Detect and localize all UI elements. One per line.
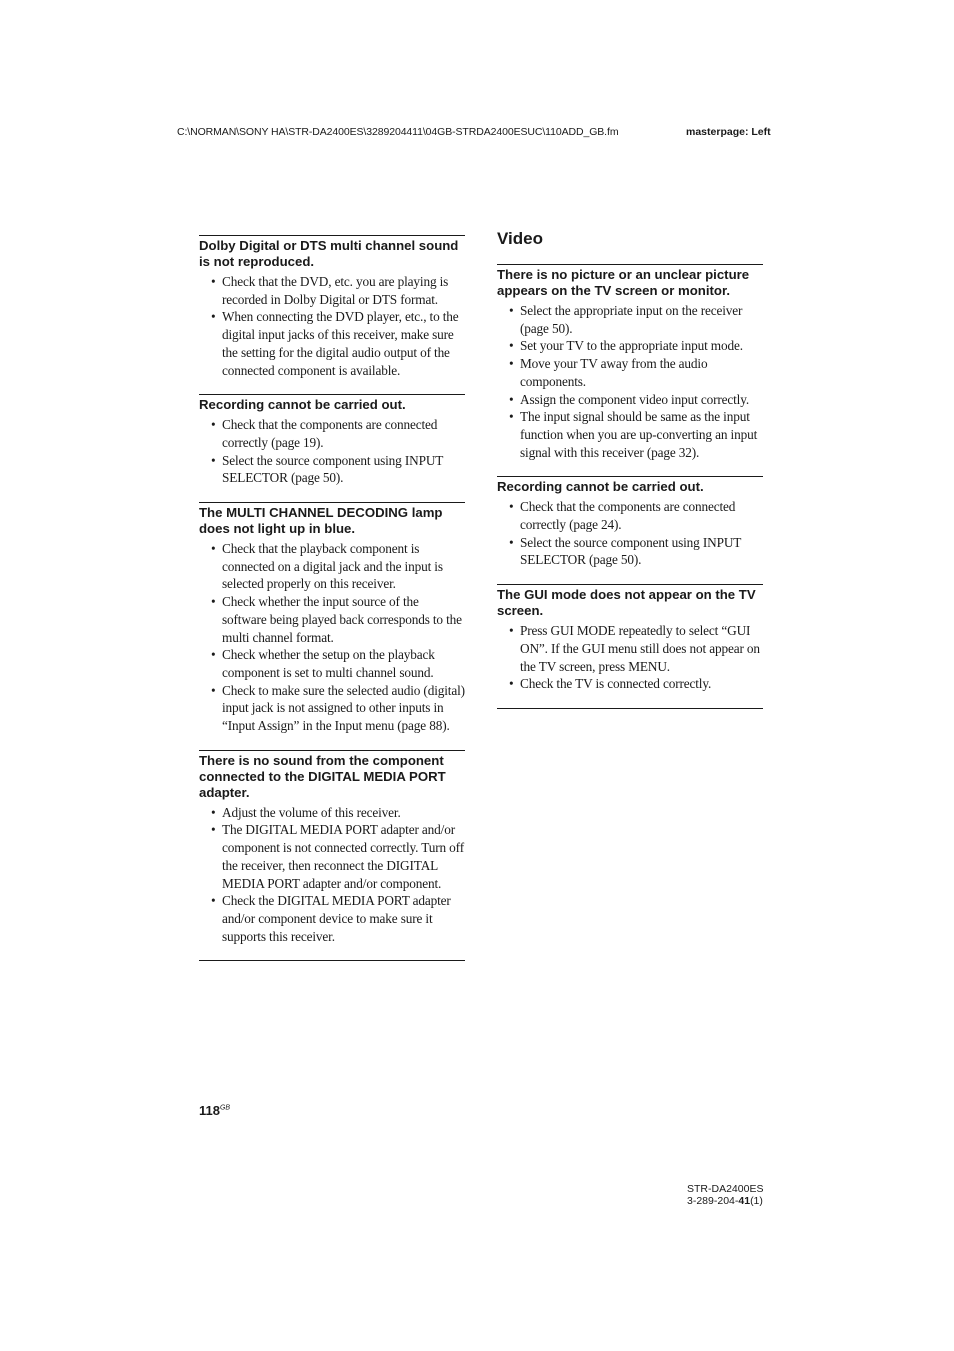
video-heading: Video xyxy=(497,229,543,248)
list-item: • The input signal should be same as the input function when you are up-converting an input signal with this receiver (page 32). xyxy=(509,408,763,461)
section-title: The MULTI CHANNEL DECODING lamp does not light up in blue. xyxy=(199,505,443,537)
page-number-suffix: GB xyxy=(219,1104,231,1112)
troubleshooting-section xyxy=(199,394,465,487)
troubleshooting-section xyxy=(497,264,763,461)
list-item: • Move your TV away from the audio components. xyxy=(509,355,763,390)
closing-divider xyxy=(497,708,763,709)
list-item: • Check the DIGITAL MEDIA PORT adapter and/or component device to make sure it supports this receiver. xyxy=(211,892,465,945)
troubleshooting-section xyxy=(199,235,465,379)
troubleshooting-section xyxy=(199,502,465,735)
masterpage-label: masterpage: Left xyxy=(686,126,771,138)
section-title: The GUI mode does not appear on the TV screen. xyxy=(497,587,756,619)
model-code-prefix: 3-289-204- xyxy=(687,1195,739,1207)
list-item: • Select the appropriate input on the receiver (page 50). xyxy=(509,302,763,337)
list-item: • The DIGITAL MEDIA PORT adapter and/or component is not connected correctly. Turn off the receiver, then reconnect the DIGITAL MEDIA PORT adapter and/or component. xyxy=(211,821,465,892)
model-code-bold: 41 xyxy=(738,1195,751,1207)
list-item: • Check to make sure the selected audio (digital) input jack is not assigned to other inputs in “Input Assign” in the Input menu (page 88). xyxy=(211,682,465,735)
bullet-list xyxy=(497,498,763,569)
page-number-value: 118 xyxy=(199,1103,220,1118)
bullet-list xyxy=(497,302,763,461)
list-item: • Check that the playback component is connected on a digital jack and the input is selected properly on this receiver. xyxy=(211,540,465,593)
list-item: • Check the TV is connected correctly. xyxy=(509,675,763,693)
section-title: There is no sound from the component connected to the DIGITAL MEDIA PORT adapter. xyxy=(199,752,446,800)
closing-divider xyxy=(199,960,465,961)
section-title: Recording cannot be carried out. xyxy=(497,479,704,495)
bullet-list xyxy=(199,540,465,735)
list-item: • Select the source component using INPUT SELECTOR (page 50). xyxy=(509,534,763,569)
left-column xyxy=(199,235,465,961)
troubleshooting-section xyxy=(497,476,763,569)
list-item: • Adjust the volume of this receiver. xyxy=(211,804,465,822)
list-item: • Check whether the input source of the software being played back corresponds to the multi channel format. xyxy=(211,593,465,646)
model-code xyxy=(687,1195,763,1207)
list-item: • Check whether the setup on the playback component is set to multi channel sound. xyxy=(211,646,465,681)
list-item: • Press GUI MODE repeatedly to select “GUI ON”. If the GUI menu still does not appear on the TV screen, press MENU. xyxy=(509,622,763,675)
troubleshooting-section xyxy=(497,584,763,693)
list-item: • Check that the components are connected correctly (page 24). xyxy=(509,498,763,533)
list-item: • Set your TV to the appropriate input mode. xyxy=(509,337,763,355)
right-column xyxy=(497,229,763,709)
troubleshooting-section xyxy=(199,750,465,946)
list-item: • Assign the component video input correctly. xyxy=(509,391,763,409)
model-name: STR-DA2400ES xyxy=(687,1183,764,1195)
list-item: • When connecting the DVD player, etc., to the digital input jacks of this receiver, make sure the setting for the digital audio output of the connected component is available. xyxy=(211,308,465,379)
section-title: There is no picture or an unclear picture appears on the TV screen or monitor. xyxy=(497,267,750,298)
bullet-list xyxy=(199,416,465,487)
page-number xyxy=(199,1103,230,1118)
bullet-list xyxy=(497,622,763,693)
model-info xyxy=(687,1183,763,1207)
list-item: • Check that the DVD, etc. you are playing is recorded in Dolby Digital or DTS format. xyxy=(211,273,465,308)
list-item: • Select the source component using INPUT SELECTOR (page 50). xyxy=(211,452,465,487)
bullet-list xyxy=(199,804,465,946)
video-sections xyxy=(497,264,763,709)
bullet-list xyxy=(199,273,465,379)
file-path-header: C:\NORMAN\SONY HA\STR-DA2400ES\3289204411\04GB-STRDA2400ESUC\110ADD_GB.fm xyxy=(177,126,619,138)
section-title: Recording cannot be carried out. xyxy=(199,397,406,413)
list-item: • Check that the components are connected correctly (page 19). xyxy=(211,416,465,451)
section-title: Dolby Digital or DTS multi channel sound is not reproduced. xyxy=(199,238,459,269)
model-code-suffix: (1) xyxy=(750,1195,763,1207)
